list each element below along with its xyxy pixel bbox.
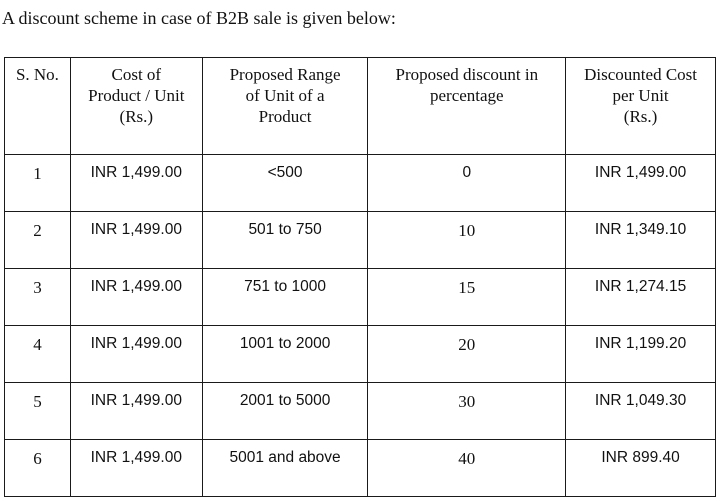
cell-sno: 4: [5, 326, 71, 383]
cell-discount: 0: [368, 155, 566, 212]
cell-range: 5001 and above: [202, 440, 368, 497]
cell-final-cost: INR 1,274.15: [566, 269, 716, 326]
cell-sno: 1: [5, 155, 71, 212]
cell-final-cost: INR 1,349.10: [566, 212, 716, 269]
cell-cost: INR 1,499.00: [70, 440, 202, 497]
header-cost: Cost of Product / Unit (Rs.): [70, 58, 202, 155]
cell-discount: 10: [368, 212, 566, 269]
header-range: Proposed Range of Unit of a Product: [202, 58, 368, 155]
cell-sno: 2: [5, 212, 71, 269]
header-discount: Proposed discount in percentage: [368, 58, 566, 155]
cell-discount: 20: [368, 326, 566, 383]
cell-final-cost: INR 1,499.00: [566, 155, 716, 212]
header-final-cost: Discounted Cost per Unit (Rs.): [566, 58, 716, 155]
cell-sno: 6: [5, 440, 71, 497]
cell-discount: 40: [368, 440, 566, 497]
cell-cost: INR 1,499.00: [70, 212, 202, 269]
cell-range: 1001 to 2000: [202, 326, 368, 383]
cell-cost: INR 1,499.00: [70, 155, 202, 212]
cell-sno: 5: [5, 383, 71, 440]
table-row: [5, 212, 716, 269]
table-row: [5, 155, 716, 212]
cell-final-cost: INR 1,049.30: [566, 383, 716, 440]
table-header-row: [5, 58, 716, 155]
table-row: [5, 440, 716, 497]
intro-text: A discount scheme in case of B2B sale is given below:: [2, 8, 396, 28]
cell-range: 751 to 1000: [202, 269, 368, 326]
cell-sno: 3: [5, 269, 71, 326]
cell-discount: 30: [368, 383, 566, 440]
cell-range: 2001 to 5000: [202, 383, 368, 440]
cell-discount: 15: [368, 269, 566, 326]
table-row: [5, 269, 716, 326]
cell-final-cost: INR 1,199.20: [566, 326, 716, 383]
cell-cost: INR 1,499.00: [70, 269, 202, 326]
cell-range: <500: [202, 155, 368, 212]
discount-table: [4, 57, 716, 497]
cell-cost: INR 1,499.00: [70, 326, 202, 383]
header-sno: S. No.: [5, 58, 71, 155]
cell-range: 501 to 750: [202, 212, 368, 269]
table-row: [5, 383, 716, 440]
table-row: [5, 326, 716, 383]
cell-final-cost: INR 899.40: [566, 440, 716, 497]
cell-cost: INR 1,499.00: [70, 383, 202, 440]
